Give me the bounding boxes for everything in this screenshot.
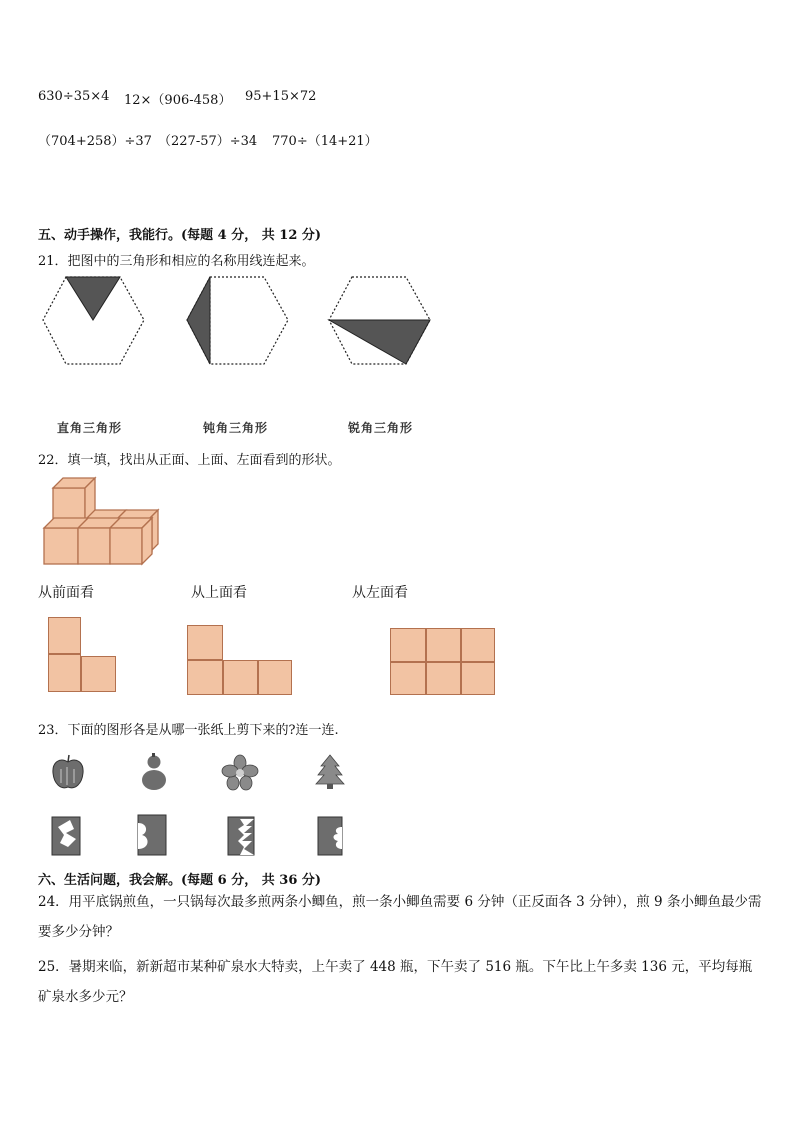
section-6-title: 六、生活问题，我会解。(每题 6 分， 共 36 分) xyxy=(38,873,322,888)
view-cell xyxy=(461,662,495,695)
paper-flower-cutout-icon xyxy=(314,815,346,857)
view-cell xyxy=(223,660,258,695)
view-cell xyxy=(390,662,426,695)
q22-text: 22．填一填，找出从正面、上面、左面看到的形状。 xyxy=(38,453,341,468)
gourd-shape-icon xyxy=(136,752,172,792)
q25-text: 25．暑期来临，新新超市某种矿泉水大特卖，上午卖了 448 瓶，下午卖了 516 瓶。下午比上午多卖 136 元，平均每瓶矿泉水多少元？ xyxy=(38,959,753,1005)
paper-leaf-cutout-icon xyxy=(50,815,82,857)
calc-expr-1: 630÷35×4 xyxy=(38,89,110,104)
label-right-triangle: 直角三角形 xyxy=(57,421,123,435)
calc-expr-5: （227-57）÷34 xyxy=(158,134,258,149)
cube-stack-3d xyxy=(40,474,175,569)
q21-text: 21．把图中的三角形和相应的名称用线连起来。 xyxy=(38,254,315,269)
calc-expr-2: 12×（906-458） xyxy=(124,93,232,108)
label-obtuse-triangle: 钝角三角形 xyxy=(203,421,269,435)
view-label-front: 从前面看 xyxy=(38,585,94,601)
calc-expr-6: 770÷（14+21） xyxy=(272,134,378,149)
tree-shape-icon xyxy=(314,754,346,790)
flower-shape-icon xyxy=(222,755,258,791)
view-cell xyxy=(81,656,116,692)
calc-expr-3: 95+15×72 xyxy=(245,89,317,104)
hexagon-figure-3 xyxy=(326,272,436,372)
q23-text: 23．下面的图形各是从哪一张纸上剪下来的?连一连. xyxy=(38,723,339,738)
label-acute-triangle: 锐角三角形 xyxy=(348,421,414,435)
calc-expr-4: （704+258）÷37 xyxy=(38,134,152,149)
view-label-top: 从上面看 xyxy=(191,585,247,601)
view-cell xyxy=(426,662,461,695)
view-cell xyxy=(258,660,292,695)
view-label-left: 从左面看 xyxy=(352,585,408,601)
view-cell xyxy=(390,628,426,662)
paper-gourd-cutout-icon xyxy=(134,813,170,857)
view-cell xyxy=(426,628,461,662)
q24-text: 24．用平底锅煎鱼，一只锅每次最多煎两条小鲫鱼，煎一条小鲫鱼需要 6 分钟（正反面各 3 分钟），煎 9 条小鲫鱼最少需要多少分钟？ xyxy=(38,894,762,940)
apple-shape-icon xyxy=(50,753,86,791)
view-cell xyxy=(48,617,81,654)
hexagon-figure-2 xyxy=(184,272,294,372)
view-cell xyxy=(461,628,495,662)
view-cell xyxy=(187,625,223,660)
view-cell xyxy=(187,660,223,695)
hexagon-figure-1 xyxy=(40,272,150,372)
shaded-acute-triangle xyxy=(329,320,430,364)
shaded-obtuse-triangle xyxy=(187,277,210,364)
shaded-right-triangle xyxy=(66,277,120,320)
paper-tree-cutout-icon xyxy=(226,815,256,857)
section-5-title: 五、动手操作，我能行。(每题 4 分， 共 12 分) xyxy=(38,228,322,243)
view-cell xyxy=(48,654,81,692)
